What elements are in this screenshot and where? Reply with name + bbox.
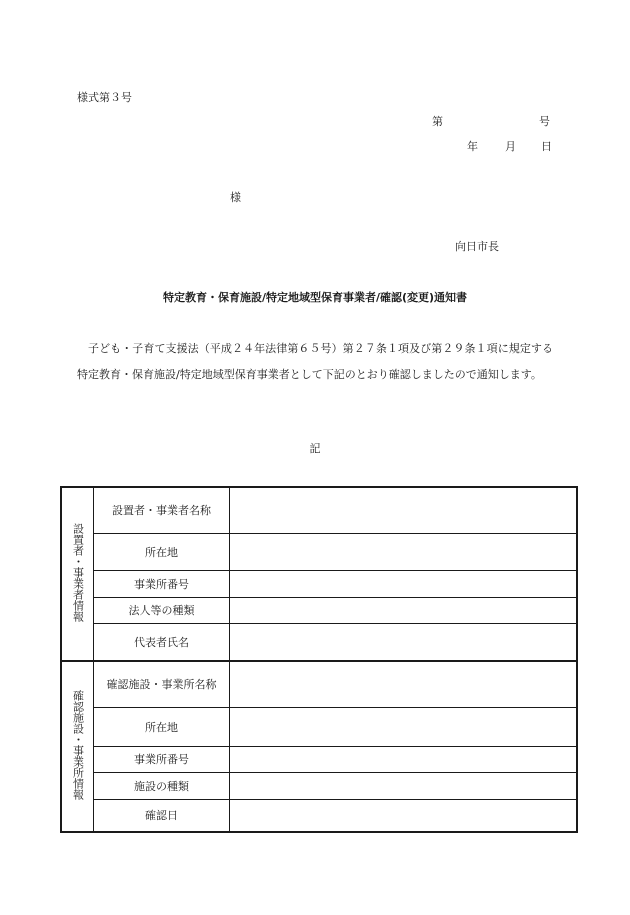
group-cell-operator bbox=[61, 487, 94, 661]
row-value[interactable] bbox=[230, 746, 578, 772]
group-cell-facility bbox=[61, 661, 94, 832]
row-label: 所在地 bbox=[94, 707, 230, 746]
date-year-label: 年 bbox=[467, 140, 478, 153]
row-label: 確認施設・事業所名称 bbox=[94, 661, 230, 707]
row-label: 法人等の種類 bbox=[94, 597, 230, 623]
row-label: 設置者・事業者名称 bbox=[94, 487, 230, 533]
group-title-operator: 設置者・事業者情報 bbox=[71, 523, 85, 622]
row-value[interactable] bbox=[230, 533, 578, 570]
body-paragraph: 子ども・子育て支援法（平成２４年法律第６５号）第２７条１項及び第２９条１項に規定する特定教育・保育施設/特定地域型保育事業者として下記のとおり確認しましたので通知します。 bbox=[77, 342, 553, 381]
row-label: 確認日 bbox=[94, 799, 230, 832]
row-value[interactable] bbox=[230, 661, 578, 707]
row-label: 代表者氏名 bbox=[94, 623, 230, 661]
row-value[interactable] bbox=[230, 597, 578, 623]
info-table bbox=[60, 486, 578, 833]
row-value[interactable] bbox=[230, 707, 578, 746]
document-number-prefix: 第 bbox=[432, 115, 443, 128]
row-value[interactable] bbox=[230, 487, 578, 533]
group-title-facility: 確認施設・事業所情報 bbox=[71, 690, 85, 800]
row-label: 所在地 bbox=[94, 533, 230, 570]
document-number-suffix: 号 bbox=[539, 115, 550, 128]
row-value[interactable] bbox=[230, 799, 578, 832]
row-label: 施設の種類 bbox=[94, 772, 230, 799]
form-number: 様式第３号 bbox=[77, 91, 132, 104]
date-month-label: 月 bbox=[505, 140, 516, 153]
row-value[interactable] bbox=[230, 570, 578, 597]
recipient-honorific: 様 bbox=[230, 191, 241, 204]
ki-heading: 記 bbox=[309, 442, 321, 455]
row-label: 事業所番号 bbox=[94, 570, 230, 597]
document-title: 特定教育・保育施設/特定地域型保育事業者/確認(変更)通知書 bbox=[162, 291, 468, 304]
issuer-name: 向日市長 bbox=[455, 240, 499, 253]
row-label: 事業所番号 bbox=[94, 746, 230, 772]
row-value[interactable] bbox=[230, 772, 578, 799]
row-value[interactable] bbox=[230, 623, 578, 661]
date-day-label: 日 bbox=[541, 140, 552, 153]
